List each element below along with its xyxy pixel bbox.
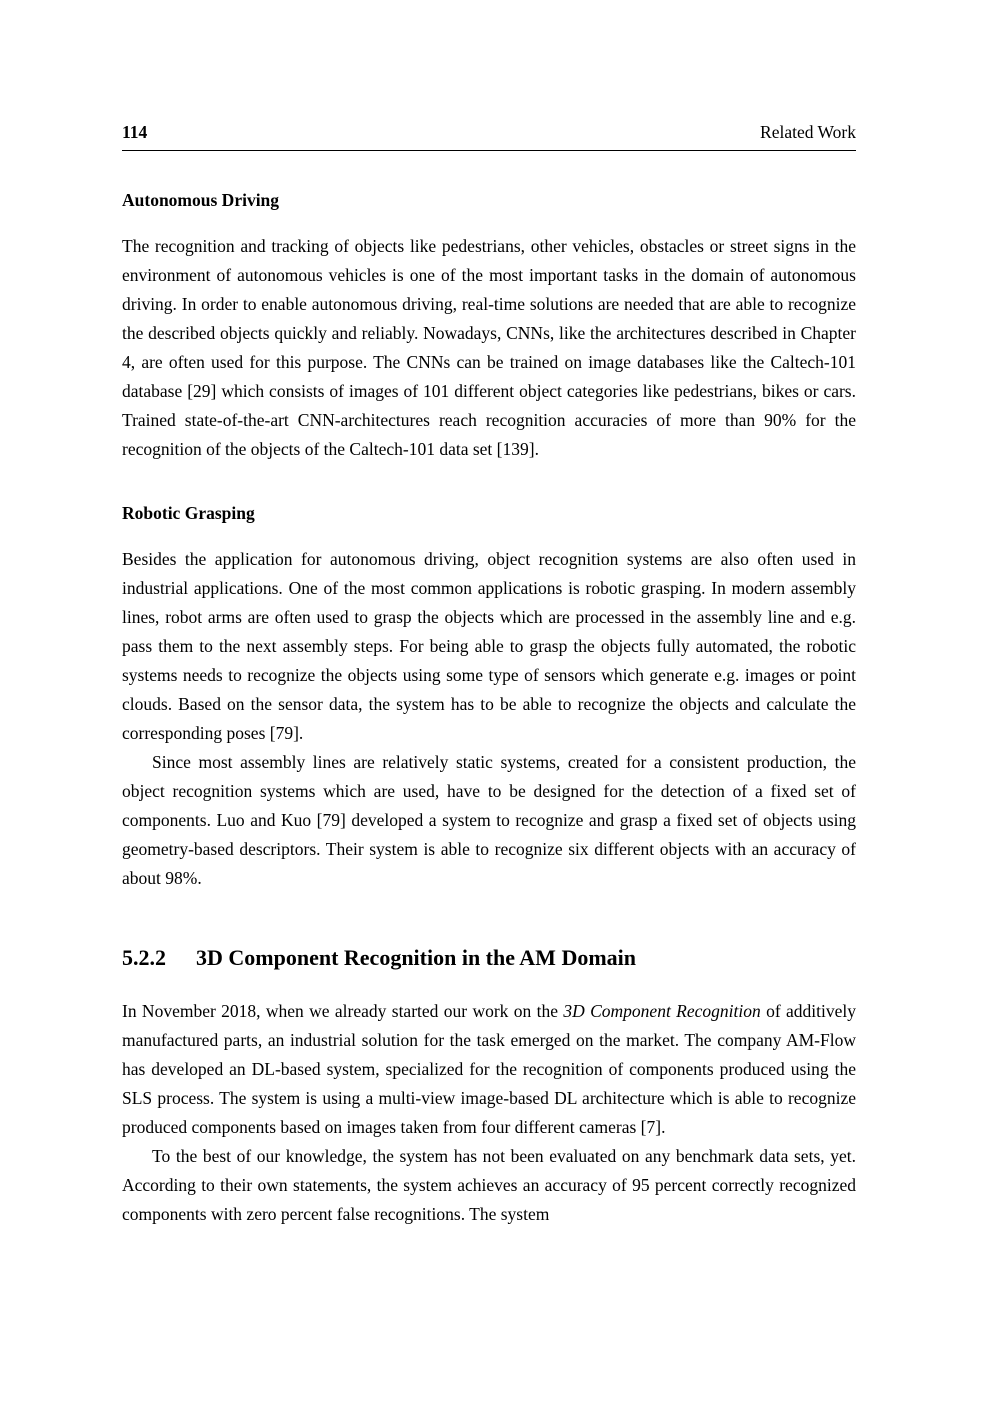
page-number: 114 xyxy=(122,122,148,142)
paragraph-robotic-grasping-2: Since most assembly lines are relatively static systems, created for a consistent production, the object recognition systems which are used, have to be designed for the detection of a fixed set of components. Luo and Kuo [79] developed a system to recognize and grasp a fixed set of objects using geometry-based descriptors. Their system is able to recognize six different objects with an accuracy of about 98%. xyxy=(122,752,856,888)
paragraph-component-recognition-1 xyxy=(122,997,856,1142)
running-header xyxy=(122,122,856,151)
paragraph-autonomous-driving: The recognition and tracking of objects like pedestrians, other vehicles, obstacles or street signs in the environment of autonomous vehicles is one of the most important tasks in the domain of autonomous driving. In order to enable autonomous driving, real-time solutions are needed that are able to recognize the described objects quickly and reliably. Nowadays, CNNs, like the architectures described in Chapter 4, are often used for this purpose. The CNNs can be trained on image databases like the Caltech-101 database [29] which consists of images of 101 different object categories like pedestrians, bikes or cars. Trained state-of-the-art CNN-architectures reach recognition accuracies of more than 90% for the recognition of the objects of the Caltech-101 data set [139]. xyxy=(122,236,856,459)
heading-section-5-2-2 xyxy=(122,945,856,971)
page-content xyxy=(122,122,856,1229)
paragraph-text-before: In November 2018, when we already started our work on the xyxy=(122,1001,564,1022)
section-number: 5.2.2 xyxy=(122,945,166,970)
paragraph-robotic-grasping-1: Besides the application for autonomous driving, object recognition systems are also often used in industrial applications. One of the most common applications is robotic grasping. In modern assembly lines, robot arms are often used to grasp the objects which are processed in the assembly line and e.g. pass them to the next assembly steps. For being able to grasp the objects fully automated, the robotic systems needs to recognize the objects using some type of sensors which generate e.g. images or point clouds. Based on the sensor data, the system has to be able to recognize the objects and calculate the corresponding poses [79]. xyxy=(122,549,856,743)
running-title: Related Work xyxy=(760,122,856,142)
paragraph-component-recognition-2: To the best of our knowledge, the system has not been evaluated on any benchmark data sets, yet. According to their own statements, the system achieves an accuracy of 95 percent correctly recognized components with zero percent false recognitions. The system xyxy=(122,1146,856,1225)
heading-robotic-grasping: Robotic Grasping xyxy=(122,503,255,523)
section-title: 3D Component Recognition in the AM Domain xyxy=(196,945,637,970)
italic-phrase: 3D Component Recognition xyxy=(563,1001,761,1022)
heading-autonomous-driving: Autonomous Driving xyxy=(122,190,280,210)
paragraph-text-after: of additively manufactured parts, an industrial solution for the task emerged on the market. The company AM-Flow has developed an DL-based system, specialized for the recognition of components produced using the SLS process. The system is using a multi-view image-based DL architecture which is able to recognize produced components based on images taken from four different cameras [7]. xyxy=(122,1001,857,1138)
